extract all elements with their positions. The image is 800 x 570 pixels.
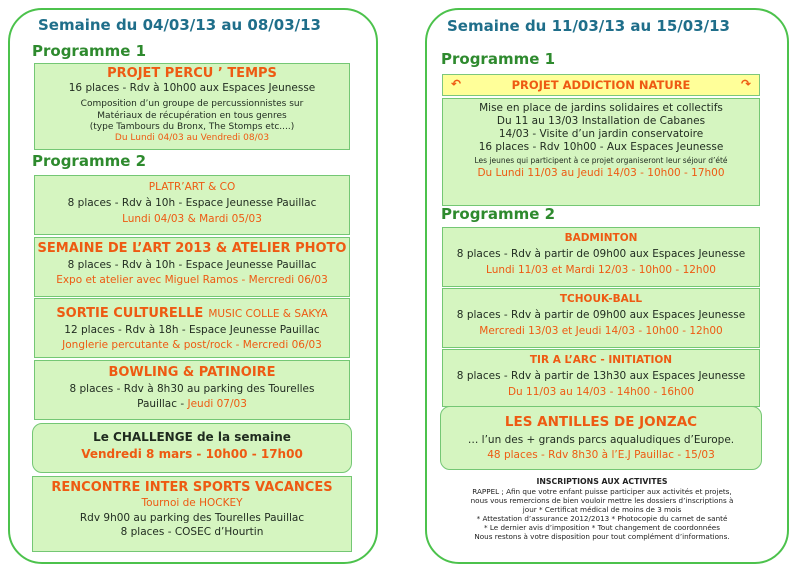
addiction-title: PROJET ADDICTION NATURE bbox=[511, 78, 691, 92]
badminton-title: BADMINTON bbox=[564, 232, 638, 244]
antilles-jonzac-card bbox=[440, 406, 762, 470]
percu-temps-card bbox=[34, 63, 350, 150]
rencontre-line1: Rdv 9h00 au parking des Tourelles Pauillac bbox=[79, 512, 305, 525]
left-programme-1-title: Programme 1 bbox=[32, 42, 147, 60]
curved-arrow-right-icon: ↷ bbox=[740, 77, 751, 91]
bowling-line2 bbox=[35, 398, 349, 411]
inscriptions-l5: * Le dernier avis d’imposition * Tout changement de coordonnées bbox=[484, 522, 720, 532]
rencontre-title: RENCONTRE INTER SPORTS VACANCES bbox=[51, 480, 333, 495]
percu-line3: Matériaux de récupération en tous genres bbox=[97, 110, 287, 121]
sortie-culturelle-card bbox=[34, 298, 350, 358]
tir-arc-card bbox=[442, 349, 760, 407]
bowling-card bbox=[34, 360, 350, 420]
percu-title: PROJET PERCU ’ TEMPS bbox=[107, 66, 277, 81]
badminton-dates: Lundi 11/03 et Mardi 12/03 - 10h00 - 12h00 bbox=[486, 264, 716, 277]
platr-dates: Lundi 04/03 & Mardi 05/03 bbox=[122, 213, 262, 226]
rencontre-card bbox=[32, 476, 352, 552]
tchouk-ball-card bbox=[442, 288, 760, 348]
addiction-line5: Les jeunes qui participent à ce projet organiseront leur séjour d’été bbox=[474, 155, 728, 165]
addiction-line1: Mise en place de jardins solidaires et collectifs bbox=[479, 102, 723, 114]
curved-arrow-left-icon: ↶ bbox=[451, 77, 462, 91]
rencontre-line2: 8 places - COSEC d’Hourtin bbox=[120, 525, 264, 538]
tir-line1: 8 places - Rdv à partir de 13h30 aux Espaces Jeunesse bbox=[456, 370, 746, 383]
sortie-line1: 12 places - Rdv à 18h - Espace Jeunesse Pauillac bbox=[64, 324, 320, 337]
platr-title: PLATR’ART & CO bbox=[148, 181, 236, 193]
left-week-panel bbox=[8, 8, 378, 564]
antilles-dates: 48 places - Rdv 8h30 à l’E.J Pauillac - 15/03 bbox=[487, 449, 715, 461]
semaine-art-card bbox=[34, 237, 350, 297]
addiction-dates: Du Lundi 11/03 au Jeudi 14/03 - 10h00 - 17h00 bbox=[477, 166, 725, 179]
addiction-title-bar bbox=[442, 74, 760, 96]
percu-line4: (type Tambours du Bronx, The Stomps etc....) bbox=[89, 121, 295, 132]
badminton-card bbox=[442, 227, 760, 287]
inscriptions-l6: Nous restons à votre disposition pour tout complément d’informations. bbox=[474, 531, 730, 541]
challenge-word: CHALLENGE bbox=[113, 430, 193, 444]
left-programme-2-title: Programme 2 bbox=[32, 152, 147, 170]
inscriptions-l1: RAPPEL ; Afin que votre enfant puisse participer aux activités et projets, bbox=[472, 486, 732, 496]
inscriptions-reminder bbox=[447, 477, 757, 541]
art-dates: Expo et atelier avec Miguel Ramos - Mercredi 06/03 bbox=[56, 274, 328, 287]
right-week-title: Semaine du 11/03/13 au 15/03/13 bbox=[447, 17, 730, 35]
sortie-title-row bbox=[35, 302, 349, 322]
right-programme-1-title: Programme 1 bbox=[441, 50, 556, 68]
tchouk-title: TCHOUK-BALL bbox=[559, 293, 643, 305]
badminton-line1: 8 places - Rdv à partir de 09h00 aux Espaces Jeunesse bbox=[456, 248, 746, 261]
inscriptions-l3: jour * Certificat médical de moins de 3 mois bbox=[522, 504, 682, 514]
sortie-subtitle: MUSIC COLLE & SAKYA bbox=[208, 308, 328, 320]
tchouk-line1: 8 places - Rdv à partir de 09h00 aux Espaces Jeunesse bbox=[456, 309, 746, 322]
challenge-date: Vendredi 8 mars - 10h00 - 17h00 bbox=[81, 447, 303, 461]
inscriptions-l2: nous vous remercions de bien vouloir mettre les dossiers d’inscriptions à bbox=[470, 495, 734, 505]
left-week-title: Semaine du 04/03/13 au 08/03/13 bbox=[38, 16, 321, 34]
bowling-line2-date: Jeudi 07/03 bbox=[187, 398, 247, 411]
challenge-rest: de la semaine bbox=[192, 430, 291, 444]
tir-dates: Du 11/03 au 14/03 - 14h00 - 16h00 bbox=[507, 386, 695, 399]
rencontre-sub: Tournoi de HOCKEY bbox=[141, 497, 243, 510]
challenge-line1 bbox=[33, 430, 351, 445]
sortie-title: SORTIE CULTURELLE bbox=[56, 306, 204, 321]
right-week-panel bbox=[425, 8, 789, 564]
antilles-line1: … l’un des + grands parcs aqualudiques d’Europe. bbox=[467, 433, 735, 446]
tchouk-dates: Mercredi 13/03 et Jeudi 14/03 - 10h00 - 12h00 bbox=[479, 325, 723, 338]
challenge-card bbox=[32, 423, 352, 473]
sortie-dates: Jonglerie percutante & post/rock - Mercredi 06/03 bbox=[62, 339, 322, 352]
bowling-line1: 8 places - Rdv à 8h30 au parking des Tourelles bbox=[69, 383, 315, 396]
inscriptions-title: INSCRIPTIONS AUX ACTIVITES bbox=[536, 477, 668, 486]
tir-title: TIR A L’ARC - INITIATION bbox=[529, 354, 673, 366]
challenge-le: Le bbox=[93, 430, 114, 444]
addiction-line4: 16 places - Rdv 10h00 - Aux Espaces Jeunesse bbox=[478, 141, 724, 154]
inscriptions-l4: * Attestation d’assurance 2012/2013 * Photocopie du carnet de santé bbox=[476, 513, 728, 523]
platr-line1: 8 places - Rdv à 10h - Espace Jeunesse Pauillac bbox=[67, 197, 317, 210]
art-title: SEMAINE DE L’ART 2013 & ATELIER PHOTO bbox=[37, 241, 347, 256]
art-line1: 8 places - Rdv à 10h - Espace Jeunesse Pauillac bbox=[67, 259, 317, 272]
bowling-title: BOWLING & PATINOIRE bbox=[108, 365, 276, 380]
addiction-line2: Du 11 au 13/03 Installation de Cabanes bbox=[496, 115, 706, 128]
antilles-title: LES ANTILLES DE JONZAC bbox=[504, 414, 698, 430]
percu-line2: Composition d’un groupe de percussionnistes sur bbox=[80, 99, 304, 110]
addiction-nature-card bbox=[442, 98, 760, 206]
right-programme-2-title: Programme 2 bbox=[441, 205, 556, 223]
percu-line1: 16 places - Rdv à 10h00 aux Espaces Jeunesse bbox=[68, 82, 316, 95]
addiction-line3: 14/03 - Visite d’un jardin conservatoire bbox=[498, 128, 704, 141]
percu-dates: Du Lundi 04/03 au Vendredi 08/03 bbox=[114, 133, 270, 144]
platr-art-card bbox=[34, 175, 350, 235]
bowling-line2-place: Pauillac - bbox=[137, 398, 188, 411]
